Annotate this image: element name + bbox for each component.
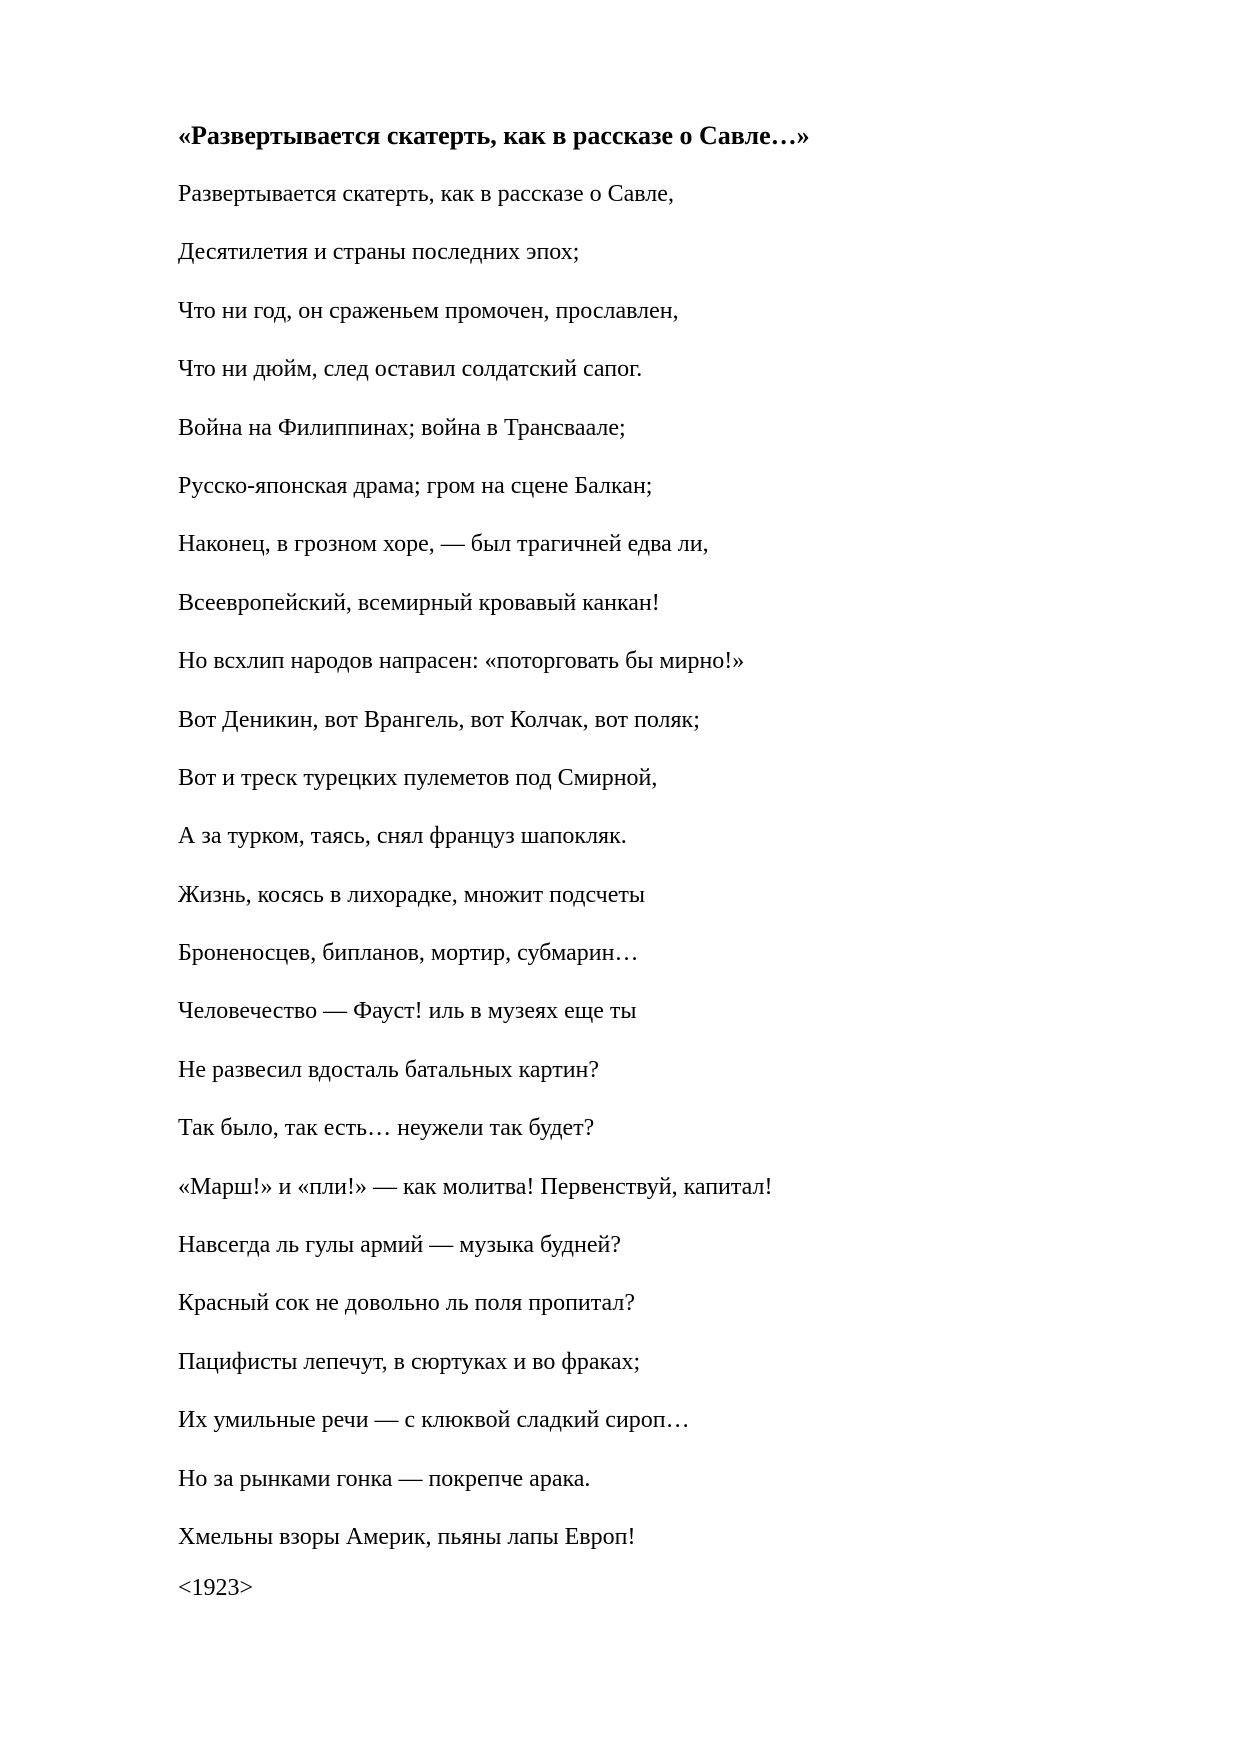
poem-body xyxy=(178,176,773,1577)
poem-line: Наконец, в грозном хоре, — был трагичней едва ли, xyxy=(178,531,709,558)
poem-line: Жизнь, косясь в лихорадке, множит подсчеты xyxy=(178,881,645,908)
poem-line: Человечество — Фауст! иль в музеях еще ты xyxy=(178,998,637,1025)
poem-date: <1923> xyxy=(178,1575,254,1601)
poem-line: Вот Деникин, вот Врангель, вот Колчак, вот поляк; xyxy=(178,706,700,733)
poem-title: «Развертывается скатерть, как в рассказе о Савле…» xyxy=(178,121,810,150)
poem-line: Вот и треск турецких пулеметов под Смирной, xyxy=(178,764,658,791)
poem-line: Не развесил вдосталь батальных картин? xyxy=(178,1056,600,1083)
poem-line: Навсегда ль гулы армий — музыка будней? xyxy=(178,1232,621,1259)
poem-line: Хмельны взоры Америк, пьяны лапы Европ! xyxy=(178,1523,636,1550)
poem-line: Броненосцев, бипланов, мортир, субмарин… xyxy=(178,940,639,967)
poem-line: Что ни дюйм, след оставил солдатский сапог. xyxy=(178,356,643,383)
poem-line: Красный сок не довольно ль поля пропитал? xyxy=(178,1290,636,1317)
poem-line: А за турком, таясь, снял француз шапокляк. xyxy=(178,823,627,850)
poem-line: «Марш!» и «пли!» — как молитва! Первенствуй, капитал! xyxy=(178,1173,773,1200)
poem-line: Их умильные речи — с клюквой сладкий сироп… xyxy=(178,1407,690,1434)
poem-line: Десятилетия и страны последних эпох; xyxy=(178,239,580,266)
poem-line: Что ни год, он сраженьем промочен, прославлен, xyxy=(178,297,679,324)
poem-line: Русско-японская драма; гром на сцене Балкан; xyxy=(178,472,653,499)
poem-line: Но всхлип народов напрасен: «поторговать бы мирно!» xyxy=(178,648,745,675)
poem-line: Но за рынками гонка — покрепче арака. xyxy=(178,1465,591,1492)
poem-line: Война на Филиппинах; война в Трансваале; xyxy=(178,414,626,441)
poem-line: Пацифисты лепечут, в сюртуках и во фраках; xyxy=(178,1348,641,1375)
poem-line: Так было, так есть… неужели так будет? xyxy=(178,1115,595,1142)
poem-line: Всеевропейский, всемирный кровавый канкан! xyxy=(178,589,660,616)
poem-line: Развертывается скатерть, как в рассказе о Савле, xyxy=(178,181,674,207)
